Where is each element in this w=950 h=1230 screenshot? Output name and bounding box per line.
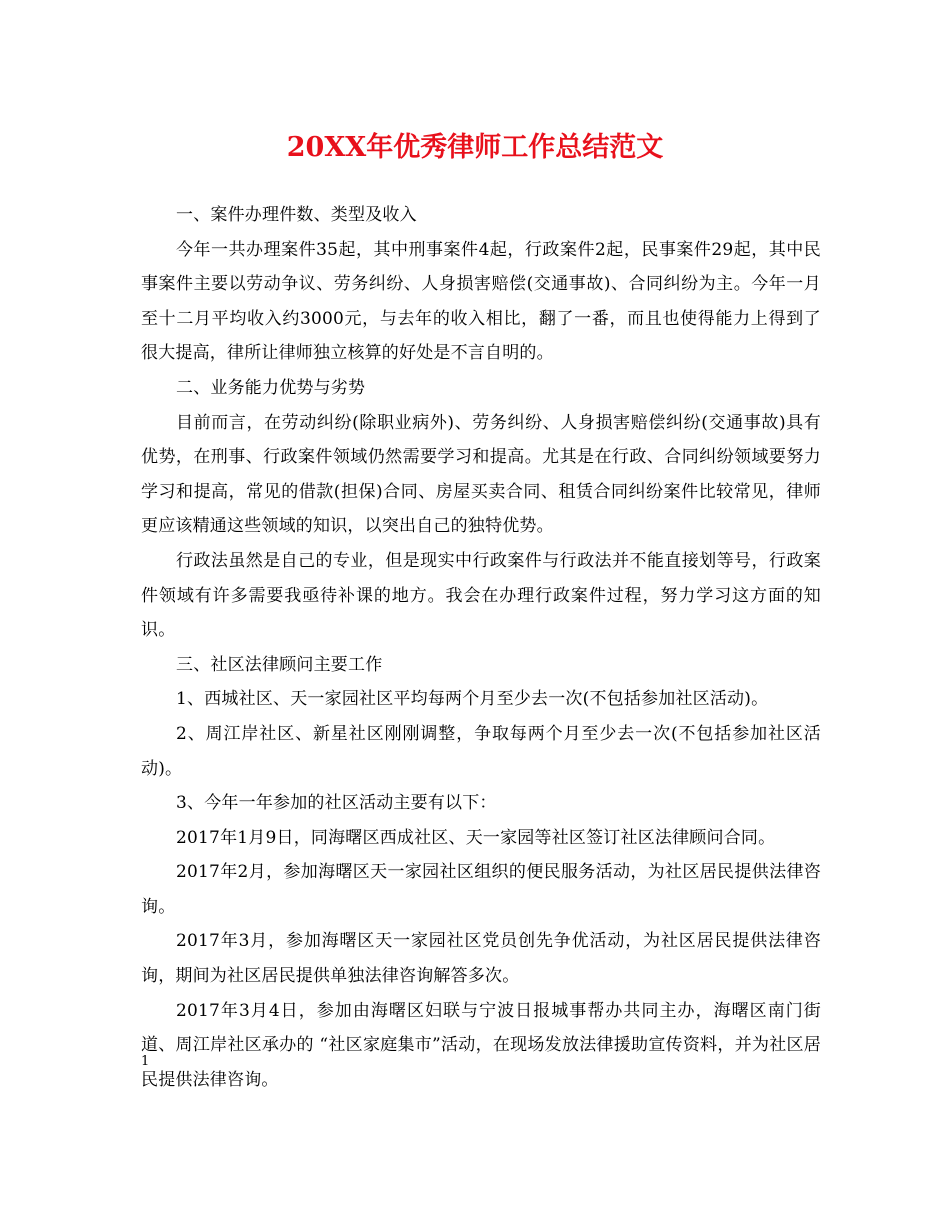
list-item-2: 2、周江岸社区、新星社区刚刚调整，争取每两个月至少去一次(不包括参加社区活动)。 — [141, 723, 821, 779]
activity-feb: 2017年2月，参加海曙区天一家园社区组织的便民服务活动，为社区居民提供法律咨询。 — [141, 862, 821, 917]
page-title: 20XX年优秀律师工作总结范文 — [286, 132, 664, 163]
activity-mar: 2017年3月，参加海曙区天一家园社区党员创先争优活动，为社区居民提供法律咨询，期间为社区居民提供单独法律咨询解答多次。 — [141, 931, 821, 987]
section-heading-1: 一、案件办理件数、类型及收入 — [176, 205, 417, 225]
activity-jan-9: 2017年1月9日，同海曙区西成社区、天一家园等社区签订社区法律顾问合同。 — [176, 827, 776, 848]
activity-mar-4: 2017年3月4日，参加由海曙区妇联与宁波日报城事帮办共同主办，海曙区南门街道、周江岸社区承办的 “社区家庭集市”活动，在现场发放法律援助宣传资料，并为社区居民提供法律咨询。 — [141, 1000, 821, 1090]
list-item-3: 3、今年一年参加的社区活动主要有以下： — [176, 793, 497, 814]
page-number: 1 — [141, 1054, 150, 1069]
paragraph-strengths: 目前而言，在劳动纠纷(除职业病外)、劳务纠纷、人身损害赔偿纠纷(交通事故)具有优势，在刑事、行政案件领域仍然需要学习和提高。尤其是在行政、合同纠纷领域要努力学习和提高，常见的借款(担保)合同、房屋买卖合同、租赁合同纠纷案件比较常见，律师更应该精通这些领域的知识，以突出自己的独特优势。 — [141, 412, 821, 537]
paragraph-case-summary: 今年一共办理案件35起，其中刑事案件4起，行政案件2起，民事案件29起，其中民事案件主要以劳动争议、劳务纠纷、人身损害赔偿(交通事故)、合同纠纷为主。今年一月至十二月平均收入约3000元，与去年的收入相比，翻了一番，而且也使得能力上得到了很大提高，律所让律师独立核算的好处是不言自明的。 — [141, 239, 821, 364]
section-heading-2: 二、业务能力优势与劣势 — [176, 377, 366, 398]
section-heading-3: 三、社区法律顾问主要工作 — [176, 654, 383, 675]
list-item-1: 1、西城社区、天一家园社区平均每两个月至少去一次(不包括参加社区活动)。 — [176, 689, 769, 710]
document-body — [141, 198, 821, 1097]
paragraph-administrative-law: 行政法虽然是自己的专业，但是现实中行政案件与行政法并不能直接划等号，行政案件领域有许多需要我亟待补课的地方。我会在办理行政案件过程，努力学习这方面的知识。 — [141, 550, 821, 641]
